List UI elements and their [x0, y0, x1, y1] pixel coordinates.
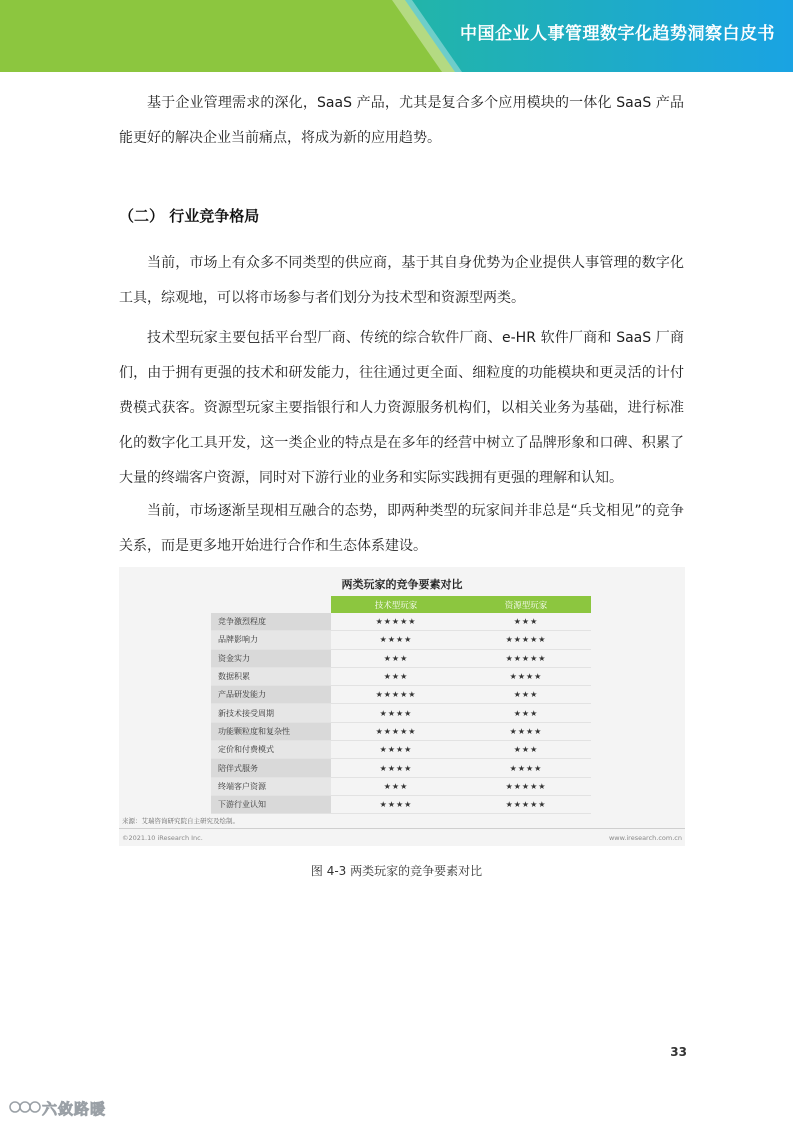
column-header-tech: 技术型玩家 [331, 596, 461, 613]
resource-rating: ★★★ [461, 613, 591, 631]
page-header [0, 0, 793, 72]
figure-divider [119, 828, 685, 829]
table-row [211, 649, 591, 667]
comparison-figure [119, 567, 685, 846]
row-label: 功能颗粒度和复杂性 [211, 722, 331, 740]
resource-rating: ★★★★★ [461, 649, 591, 667]
table-row [211, 704, 591, 722]
figure-source: 来源：艾瑞咨询研究院自主研究及绘制。 [122, 817, 239, 825]
row-label: 陪伴式服务 [211, 759, 331, 777]
section-heading: （二） 行业竞争格局 [119, 207, 260, 225]
table-header-row [211, 596, 591, 613]
resource-rating: ★★★★★ [461, 795, 591, 813]
table-row [211, 722, 591, 740]
tech-rating: ★★★ [331, 777, 461, 795]
figure-copyright: ©2021.10 iResearch Inc. [122, 834, 203, 842]
figure-caption: 图 4-3 两类玩家的竞争要素对比 [310, 864, 483, 878]
column-header-resource: 资源型玩家 [461, 596, 591, 613]
table-header-blank [211, 596, 331, 613]
figure-website: www.iresearch.com.cn [608, 834, 682, 842]
table-row [211, 741, 591, 759]
resource-rating: ★★★ [461, 686, 591, 704]
page-number: 33 [670, 1045, 687, 1059]
row-label: 数据积累 [211, 667, 331, 685]
table-row [211, 759, 591, 777]
row-label: 资金实力 [211, 649, 331, 667]
figure-title: 两类玩家的竞争要素对比 [341, 578, 463, 591]
tech-rating: ★★★★ [331, 631, 461, 649]
tech-rating: ★★★★ [331, 704, 461, 722]
table-row [211, 795, 591, 813]
resource-rating: ★★★★★ [461, 631, 591, 649]
table-row [211, 686, 591, 704]
tech-rating: ★★★★ [331, 759, 461, 777]
watermark-logo-icon [8, 1096, 42, 1118]
paragraph-4: 当前，市场逐渐呈现相互融合的态势，即两种类型的玩家间并非总是“兵戈相见”的竞争关系，而是更多地开始进行合作和生态体系建设。 [119, 503, 684, 554]
tech-rating: ★★★ [331, 667, 461, 685]
tech-rating: ★★★★ [331, 795, 461, 813]
tech-rating: ★★★★★ [331, 613, 461, 631]
row-label: 品牌影响力 [211, 631, 331, 649]
resource-rating: ★★★ [461, 704, 591, 722]
watermark-text: 六敛路暖 [42, 1100, 107, 1118]
row-label: 定价和付费模式 [211, 741, 331, 759]
resource-rating: ★★★★ [461, 759, 591, 777]
comparison-table [211, 596, 591, 814]
resource-rating: ★★★★ [461, 667, 591, 685]
row-label: 终端客户资源 [211, 777, 331, 795]
resource-rating: ★★★★ [461, 722, 591, 740]
row-label: 竞争激烈程度 [211, 613, 331, 631]
table-row [211, 667, 591, 685]
paragraph-2: 当前，市场上有众多不同类型的供应商，基于其自身优势为企业提供人事管理的数字化工具，综观地，可以将市场参与者们划分为技术型和资源型两类。 [119, 255, 684, 306]
tech-rating: ★★★ [331, 649, 461, 667]
row-label: 产品研发能力 [211, 686, 331, 704]
tech-rating: ★★★★★ [331, 722, 461, 740]
paragraph-3: 技术型玩家主要包括平台型厂商、传统的综合软件厂商、e-HR 软件厂商和 SaaS 厂商们，由于拥有更强的技术和研发能力，往往通过更全面、细粒度的功能模块和更灵活的计付费模式获客。资源型玩家主要指银行和人力资源服务机构们，以相关业务为基础，进行标准化的数字化工具开发，这一类企业的特点是在多年的经营中树立了品牌形象和口碑、积累了大量的终端客户资源，同时对下游行业的业务和实际实践拥有更强的理解和认知。 [119, 330, 684, 486]
table-row [211, 631, 591, 649]
tech-rating: ★★★★ [331, 741, 461, 759]
table-row [211, 777, 591, 795]
resource-rating: ★★★★★ [461, 777, 591, 795]
row-label: 下游行业认知 [211, 795, 331, 813]
tech-rating: ★★★★★ [331, 686, 461, 704]
document-title: 中国企业人事管理数字化趋势洞察白皮书 [460, 24, 775, 44]
row-label: 新技术接受周期 [211, 704, 331, 722]
resource-rating: ★★★ [461, 741, 591, 759]
table-row [211, 613, 591, 631]
paragraph-1: 基于企业管理需求的深化，SaaS 产品，尤其是复合多个应用模块的一体化 SaaS 产品能更好的解决企业当前痛点，将成为新的应用趋势。 [119, 95, 684, 146]
